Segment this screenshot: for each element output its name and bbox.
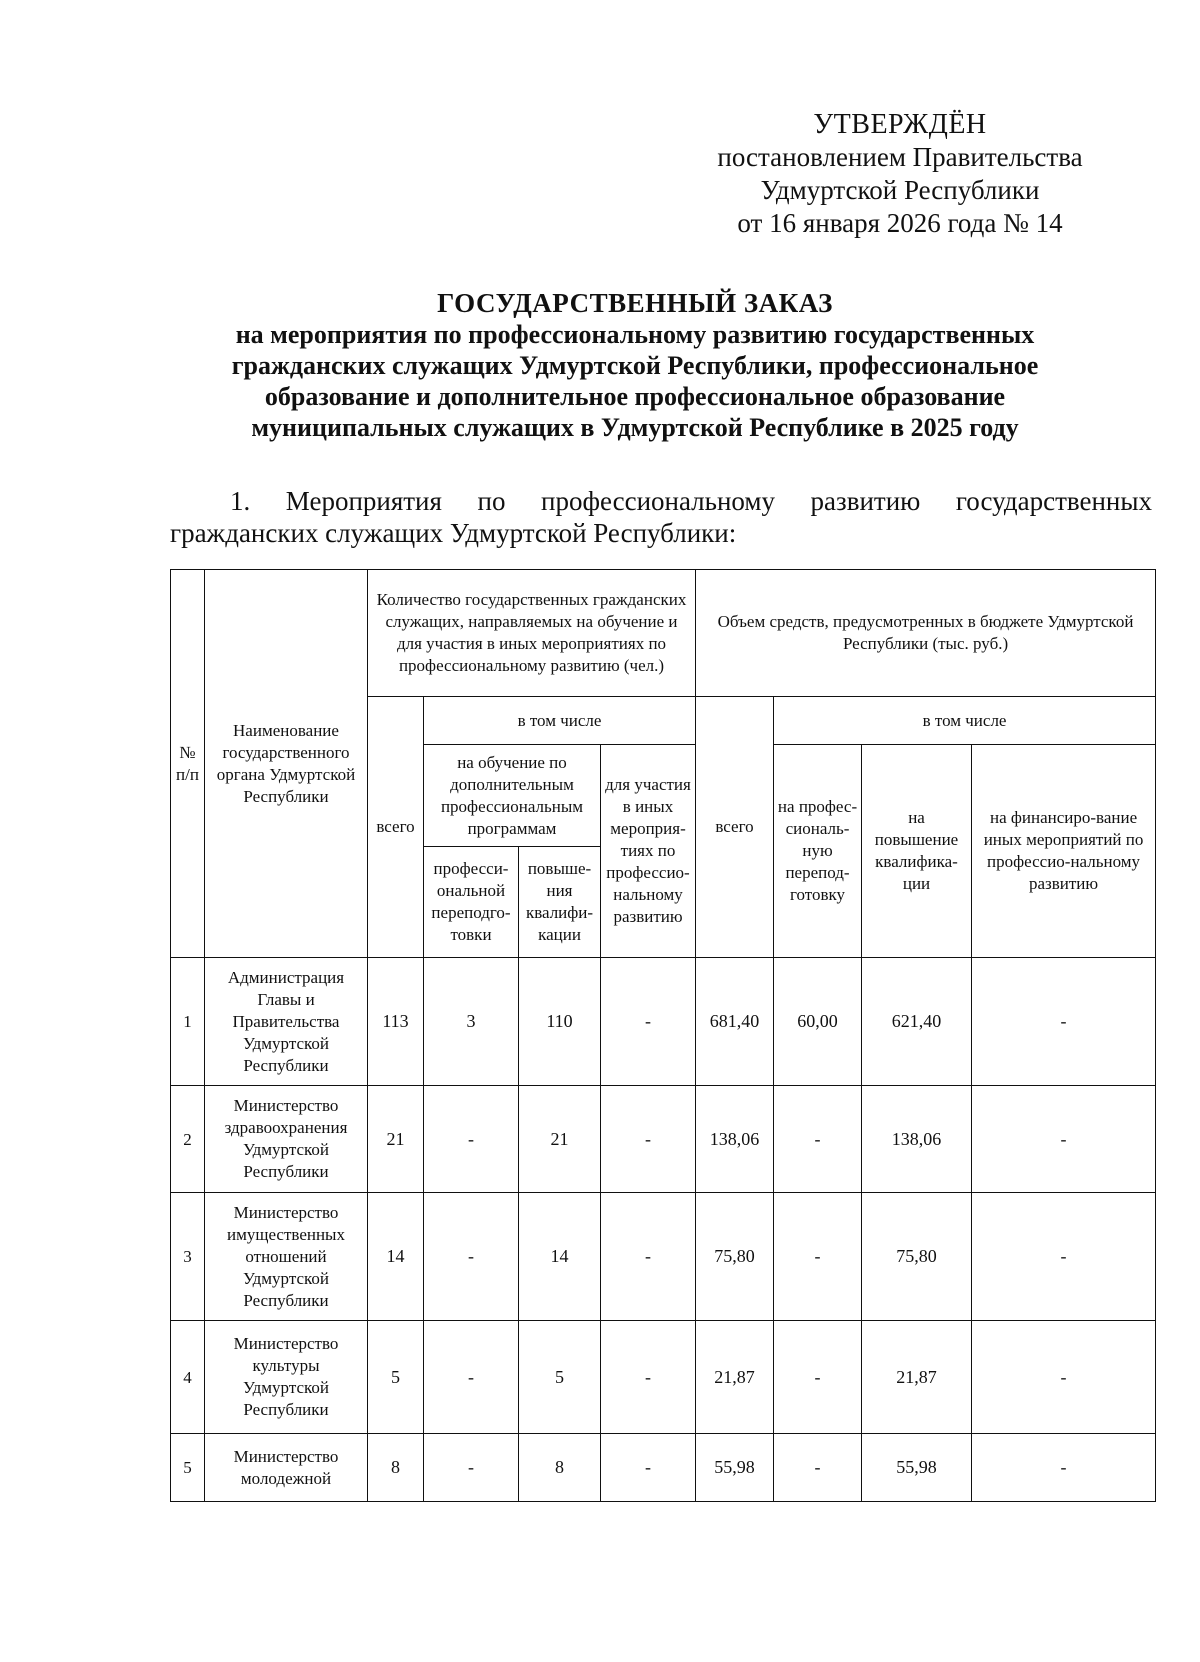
row-qualification: 8 — [519, 1434, 601, 1502]
row-qualification: 110 — [519, 958, 601, 1086]
header-funds-qualification: на повышение квалифика-ции — [862, 745, 972, 958]
header-training-programs: на обучение по дополнительным профессиональным программам — [424, 745, 601, 847]
row-funds-qualification: 55,98 — [862, 1434, 972, 1502]
row-funds-qualification: 75,80 — [862, 1193, 972, 1321]
row-funds-total: 55,98 — [696, 1434, 774, 1502]
header-funds-total: всего — [696, 697, 774, 958]
row-num: 4 — [171, 1321, 205, 1434]
row-other: - — [601, 1086, 696, 1193]
approval-heading: УТВЕРЖДЁН — [813, 109, 987, 140]
row-qualification: 14 — [519, 1193, 601, 1321]
title-line-4: муниципальных служащих в Удмуртской Республике в 2025 году — [251, 413, 1019, 442]
row-other: - — [601, 1434, 696, 1502]
approval-stamp — [680, 108, 1120, 240]
row-funds-retraining: - — [774, 1193, 862, 1321]
header-funds-group: Объем средств, предусмотренных в бюджете Удмуртской Республики (тыс. руб.) — [696, 570, 1156, 697]
table-row — [171, 1321, 1156, 1434]
row-funds-other: - — [972, 1193, 1156, 1321]
row-funds-qualification: 621,40 — [862, 958, 972, 1086]
row-funds-retraining: 60,00 — [774, 958, 862, 1086]
row-funds-total: 681,40 — [696, 958, 774, 1086]
row-org: Администрация Главы и Правительства Удмуртской Республики — [205, 958, 368, 1086]
title-line-1: на мероприятия по профессиональному развитию государственных — [235, 320, 1035, 349]
row-num: 3 — [171, 1193, 205, 1321]
row-total: 8 — [368, 1434, 424, 1502]
section-intro — [170, 485, 1152, 549]
title-line-3: образование и дополнительное профессиональное образование — [264, 382, 1006, 411]
row-funds-retraining: - — [774, 1321, 862, 1434]
row-num: 5 — [171, 1434, 205, 1502]
approval-line-2: Удмуртской Республики — [760, 175, 1040, 205]
title-line-2: гражданских служащих Удмуртской Республики, профессиональное — [231, 351, 1039, 380]
row-qualification: 5 — [519, 1321, 601, 1434]
row-num: 2 — [171, 1086, 205, 1193]
row-retraining: - — [424, 1434, 519, 1502]
intro-line-2: гражданских служащих Удмуртской Республики: — [170, 518, 737, 548]
row-org: Министерство здравоохранения Удмуртской Республики — [205, 1086, 368, 1193]
table-row — [171, 1193, 1156, 1321]
header-org: Наименование государственного органа Удмуртской Республики — [205, 570, 368, 958]
header-funds-including: в том числе — [774, 697, 1156, 745]
row-other: - — [601, 1321, 696, 1434]
row-org: Министерство молодежной — [205, 1434, 368, 1502]
header-funds-retraining: на профес-сиональ-ную перепод-готовку — [774, 745, 862, 958]
row-qualification: 21 — [519, 1086, 601, 1193]
row-funds-qualification: 138,06 — [862, 1086, 972, 1193]
row-total: 21 — [368, 1086, 424, 1193]
header-other-events: для участия в иных мероприя-тиях по профессио-нальному развитию — [601, 745, 696, 958]
row-funds-other: - — [972, 1086, 1156, 1193]
row-funds-other: - — [972, 958, 1156, 1086]
header-retraining: професси-ональной переподго-товки — [424, 847, 519, 958]
row-funds-retraining: - — [774, 1434, 862, 1502]
row-retraining: - — [424, 1086, 519, 1193]
row-total: 113 — [368, 958, 424, 1086]
intro-line-1: 1. Мероприятия по профессиональному развитию государственных — [230, 486, 1152, 516]
row-other: - — [601, 958, 696, 1086]
header-funds-other: на финансиро-вание иных мероприятий по профессио-нальному развитию — [972, 745, 1156, 958]
row-org: Министерство имущественных отношений Удмуртской Республики — [205, 1193, 368, 1321]
document-title — [170, 288, 1100, 443]
header-count-group: Количество государственных гражданских служащих, направляемых на обучение и для участия в иных мероприятиях по профессиональному развитию (чел.) — [368, 570, 696, 697]
row-funds-total: 75,80 — [696, 1193, 774, 1321]
approval-line-1: постановлением Правительства — [717, 142, 1083, 172]
row-funds-qualification: 21,87 — [862, 1321, 972, 1434]
row-retraining: - — [424, 1321, 519, 1434]
row-funds-retraining: - — [774, 1086, 862, 1193]
row-funds-total: 21,87 — [696, 1321, 774, 1434]
order-table — [170, 569, 1156, 1502]
row-num: 1 — [171, 958, 205, 1086]
row-funds-other: - — [972, 1321, 1156, 1434]
header-num: № п/п — [171, 570, 205, 958]
row-funds-other: - — [972, 1434, 1156, 1502]
table-row — [171, 1086, 1156, 1193]
table-row — [171, 958, 1156, 1086]
table-row — [171, 1434, 1156, 1502]
approval-line-3: от 16 января 2026 года № 14 — [737, 208, 1063, 238]
header-qualification: повыше-ния квалифи-кации — [519, 847, 601, 958]
row-total: 5 — [368, 1321, 424, 1434]
row-funds-total: 138,06 — [696, 1086, 774, 1193]
row-org: Министерство культуры Удмуртской Республики — [205, 1321, 368, 1434]
title-main: ГОСУДАРСТВЕННЫЙ ЗАКАЗ — [437, 288, 833, 318]
row-total: 14 — [368, 1193, 424, 1321]
row-other: - — [601, 1193, 696, 1321]
header-including: в том числе — [424, 697, 696, 745]
row-retraining: - — [424, 1193, 519, 1321]
row-retraining: 3 — [424, 958, 519, 1086]
header-total: всего — [368, 697, 424, 958]
